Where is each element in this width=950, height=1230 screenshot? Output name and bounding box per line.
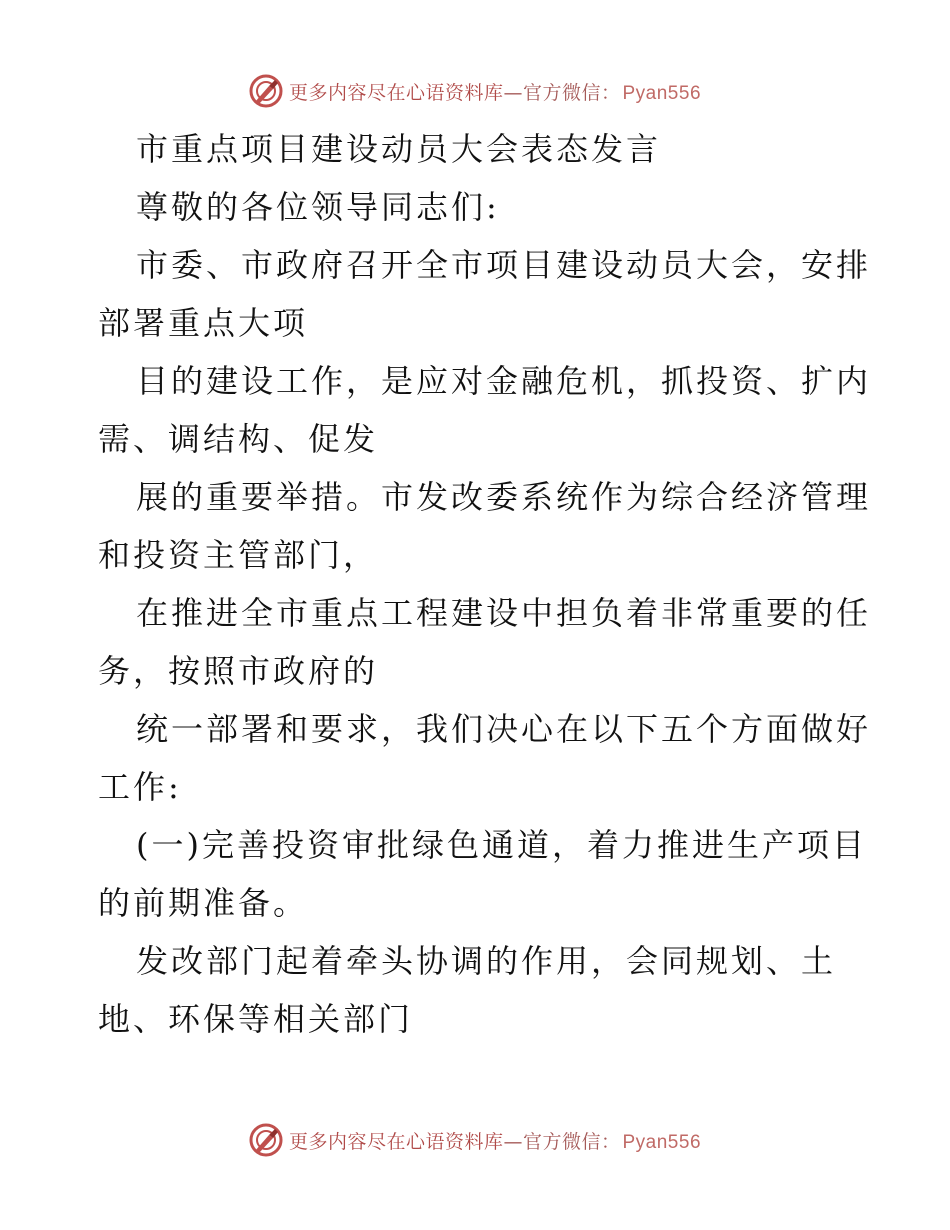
paragraph-line: 展的重要举措。市发改委系统作为综合经济管理 [136,478,872,516]
watermark-text: 更多内容尽在心语资料库—官方微信： Pyan556 [288,1130,702,1153]
paragraph-line: 工作: [98,768,182,806]
section-heading-line: 的前期准备。 [98,884,309,922]
watermark-banner-bottom [0,1120,950,1160]
red-circular-pen-logo-icon [249,1123,283,1157]
watermark-text: 更多内容尽在心语资料库—官方微信： Pyan556 [288,81,702,104]
paragraph-line: 部署重点大项 [98,304,309,342]
paragraph-line: 和投资主管部门， [98,536,379,574]
paragraph-line: 在推进全市重点工程建设中担负着非常重要的任 [136,594,872,632]
paragraph-line: 务，按照市政府的 [98,652,379,690]
paragraph-line: 统一部署和要求，我们决心在以下五个方面做好 [136,710,872,748]
paragraph-line: 地、环保等相关部门 [98,1000,414,1038]
paragraph-line: 发改部门起着牵头协调的作用，会同规划、土 [136,942,837,980]
watermark-banner-top [0,71,950,111]
paragraph-line: 目的建设工作，是应对金融危机，抓投资、扩内 [136,362,872,400]
greeting: 尊敬的各位领导同志们: [136,188,500,226]
document-body [98,120,872,1048]
paragraph-line: 需、调结构、促发 [98,420,379,458]
section-heading-line: (一)完善投资审批绿色通道，着力推进生产项目 [136,826,867,864]
paragraph-line: 市委、市政府召开全市项目建设动员大会，安排 [136,246,872,284]
red-circular-pen-logo-icon [249,74,283,108]
document-title: 市重点项目建设动员大会表态发言 [136,130,662,168]
